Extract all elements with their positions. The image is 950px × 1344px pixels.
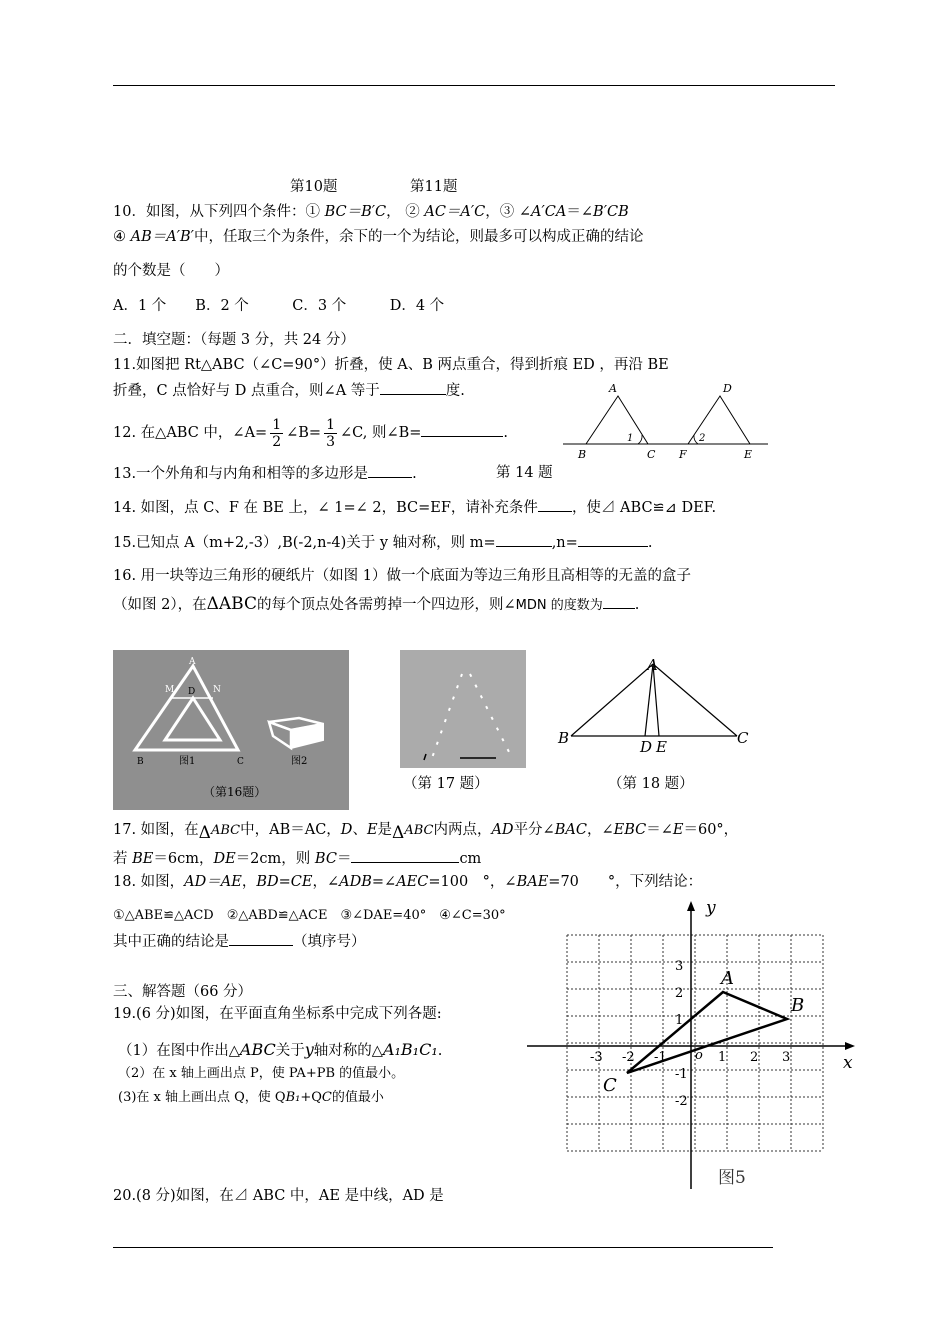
q10-line3: 的个数是（ ）	[113, 263, 229, 279]
fig16-box-side	[269, 722, 291, 748]
q19-line1: 19.(6 分)如图，在平面直角坐标系中完成下列各题:	[113, 1006, 442, 1022]
fig18-label-d: D	[640, 738, 653, 756]
fig16-box-front	[291, 724, 323, 748]
y-tick-label: 1	[675, 1013, 684, 1028]
fig14-label-e: E	[744, 448, 753, 461]
q16-line1: 16. 用一块等边三角形的硬纸片（如图 1）做一个底面为等边三角形且高相等的无盖的盒子	[113, 568, 691, 584]
fig16-label-fig2: 图2	[291, 756, 308, 767]
y-tick-label: -2	[675, 1094, 688, 1109]
q19-line4: (3)在 x 轴上画出点 Q，使 QB₁+QC的值最小	[118, 1090, 384, 1105]
q11-line1: 11.如图把 Rt△ABC（∠C=90°）折叠，使 A、B 两点重合，得到折痕 ED ，再沿 BE	[113, 357, 669, 373]
fig14-label-2: 2	[699, 433, 706, 444]
q10-options: A．1 个 B．2 个 C．3 个 D．4 个	[113, 298, 445, 314]
q15: 15.已知点 A（m+2,-3）,B(-2,n-4)关于 y 轴对称，则 m= ,n= .	[113, 532, 652, 553]
y-axis-arrow	[687, 901, 695, 911]
fig18-caption: （第 18 题）	[608, 776, 694, 792]
fig14-label-f: F	[679, 448, 687, 461]
q12: 12. 在△ABC 中，∠A= $\frac{1}{2}$ ∠B= $\frac{1}{3}$ ∠C, 则∠B= .	[113, 416, 509, 450]
fig18-side-ab	[571, 664, 653, 736]
x-tick-label: -2	[622, 1050, 635, 1065]
fig14-label-b: B	[578, 448, 587, 461]
grid-lines	[567, 935, 823, 1151]
y-tick-label: 3	[675, 959, 684, 974]
figure-18	[553, 652, 753, 758]
origin-label: o	[695, 1048, 703, 1063]
point-label-b: B	[791, 995, 805, 1016]
fig14-triangle-def	[688, 396, 750, 444]
q16-line2: （如图 2），在ΔABC的每个顶点处各需剪掉一个四边形，则∠MDN 的度数为 .	[113, 594, 640, 614]
y-tick-label: 2	[675, 986, 684, 1001]
x-tick-label: 2	[750, 1050, 759, 1065]
fig18-label-a: A	[647, 656, 658, 674]
fig16-label-a: A	[189, 657, 196, 667]
x-tick-label: 1	[718, 1050, 727, 1065]
q17-line2: 若 BE＝6cm，DE＝2cm，则 BC＝ cm	[113, 848, 481, 869]
fig16-inner-triangle	[165, 698, 220, 740]
coordinate-grid-figure	[525, 893, 865, 1198]
q14: 14. 如图，点 C、F 在 BE 上，∠ 1=∠ 2，BC=EF，请补充条件 ，使⊿ ABC≌⊿ DEF.	[113, 497, 716, 518]
fig17-right-side	[470, 674, 512, 758]
y-tick-labels	[675, 959, 688, 1109]
point-label-a: A	[721, 968, 734, 989]
fig14-label-1: 1	[627, 433, 634, 444]
q13: 13.一个外角和与内角和相等的多边形是 .	[113, 463, 417, 484]
fig18-side-ac	[653, 664, 737, 736]
fig16-caption: （第16题）	[203, 785, 267, 799]
section2-title: 二．填空题：（每题 3 分，共 24 分）	[113, 332, 355, 348]
fig16-label-d: D	[188, 687, 196, 697]
fig14-angle1	[638, 435, 642, 444]
fig14-angle2	[694, 435, 698, 444]
q19-line3: （2）在 x 轴上画出点 P，使 PA+PB 的值最小。	[118, 1066, 405, 1081]
point-labels	[603, 968, 804, 1096]
header-rule	[113, 85, 835, 86]
section3-title: 三、解答题（66 分）	[113, 984, 253, 1000]
figure-17	[400, 650, 526, 768]
x-tick-label: 3	[782, 1050, 791, 1065]
frac-1-3: $\frac{1}{3}$	[326, 416, 336, 450]
fig14-label-d: D	[723, 382, 732, 395]
fig16-label-n: N	[213, 685, 221, 695]
fig16-label-m: M	[165, 685, 175, 695]
fig17-mark	[424, 754, 426, 760]
x-tick-label: -3	[590, 1050, 603, 1065]
q19-line2: （1）在图中作出△ABC关于y轴对称的△A₁B₁C₁.	[118, 1040, 443, 1059]
footer-rule	[113, 1247, 773, 1248]
x-axis-label: x	[843, 1053, 853, 1073]
triangle-abc	[627, 992, 787, 1073]
grid-caption: 图5	[718, 1168, 746, 1188]
q17-line1: 17. 如图，在ΔABC中，AB＝AC，D、E是ΔABC内两点，AD平分∠BAC，∠EBC＝∠E＝60°，	[113, 822, 739, 843]
q18-line1: 18. 如图，AD＝AE，BD=CE，∠ADB=∠AEC=100 °，∠BAE=70 °，下列结论：	[113, 874, 703, 890]
fig16-label-fig1: 图1	[179, 756, 196, 767]
x-axis-arrow	[845, 1042, 855, 1050]
y-tick-label: -1	[675, 1067, 688, 1082]
q18-line3: 其中正确的结论是 （填序号）	[113, 931, 366, 952]
q20-line1: 20.(8 分)如图，在⊿ ABC 中，AE 是中线，AD 是	[113, 1188, 444, 1204]
q10-line2: ④ AB＝A′B′中，任取三个为条件，余下的一个为结论，则最多可以构成正确的结论	[113, 229, 644, 245]
fig14-triangle-abc	[586, 396, 648, 444]
fig18-label-b: B	[558, 729, 570, 747]
x-tick-label: -1	[654, 1050, 667, 1065]
q11-line2: 折叠，C 点恰好与 D 点重合，则∠A 等于 度.	[113, 380, 465, 401]
fig14-label-a: A	[609, 382, 617, 395]
fig18-label-e: E	[656, 738, 667, 756]
fig11-label: 第11题	[410, 179, 458, 195]
figure-14	[558, 378, 773, 463]
figure-16	[113, 650, 349, 810]
fig14-caption: 第 14 题	[496, 465, 553, 481]
fig17-caption: （第 17 题）	[403, 776, 489, 792]
fig16-label-c: C	[237, 757, 244, 767]
fig18-label-c: C	[737, 729, 749, 747]
y-axis-label: y	[706, 898, 716, 918]
fig18-segment-ae	[653, 664, 659, 736]
fig10-label: 第10题	[290, 179, 338, 195]
fig16-label-b: B	[137, 757, 144, 767]
fig14-label-c: C	[647, 448, 656, 461]
fig17-left-side	[432, 674, 462, 758]
q10-line1: 10．如图，从下列四个条件：① BC＝B′C， ② AC＝A′C，③ ∠A′CA＝∠B′CB	[113, 204, 629, 220]
frac-1-2: $\frac{1}{2}$	[272, 416, 282, 450]
point-label-c: C	[603, 1075, 617, 1096]
fig18-segment-ad	[645, 664, 653, 736]
q18-line2: ①△ABE≌△ACD ②△ABD≌△ACE ③∠DAE=40° ④∠C=30°	[113, 908, 506, 923]
